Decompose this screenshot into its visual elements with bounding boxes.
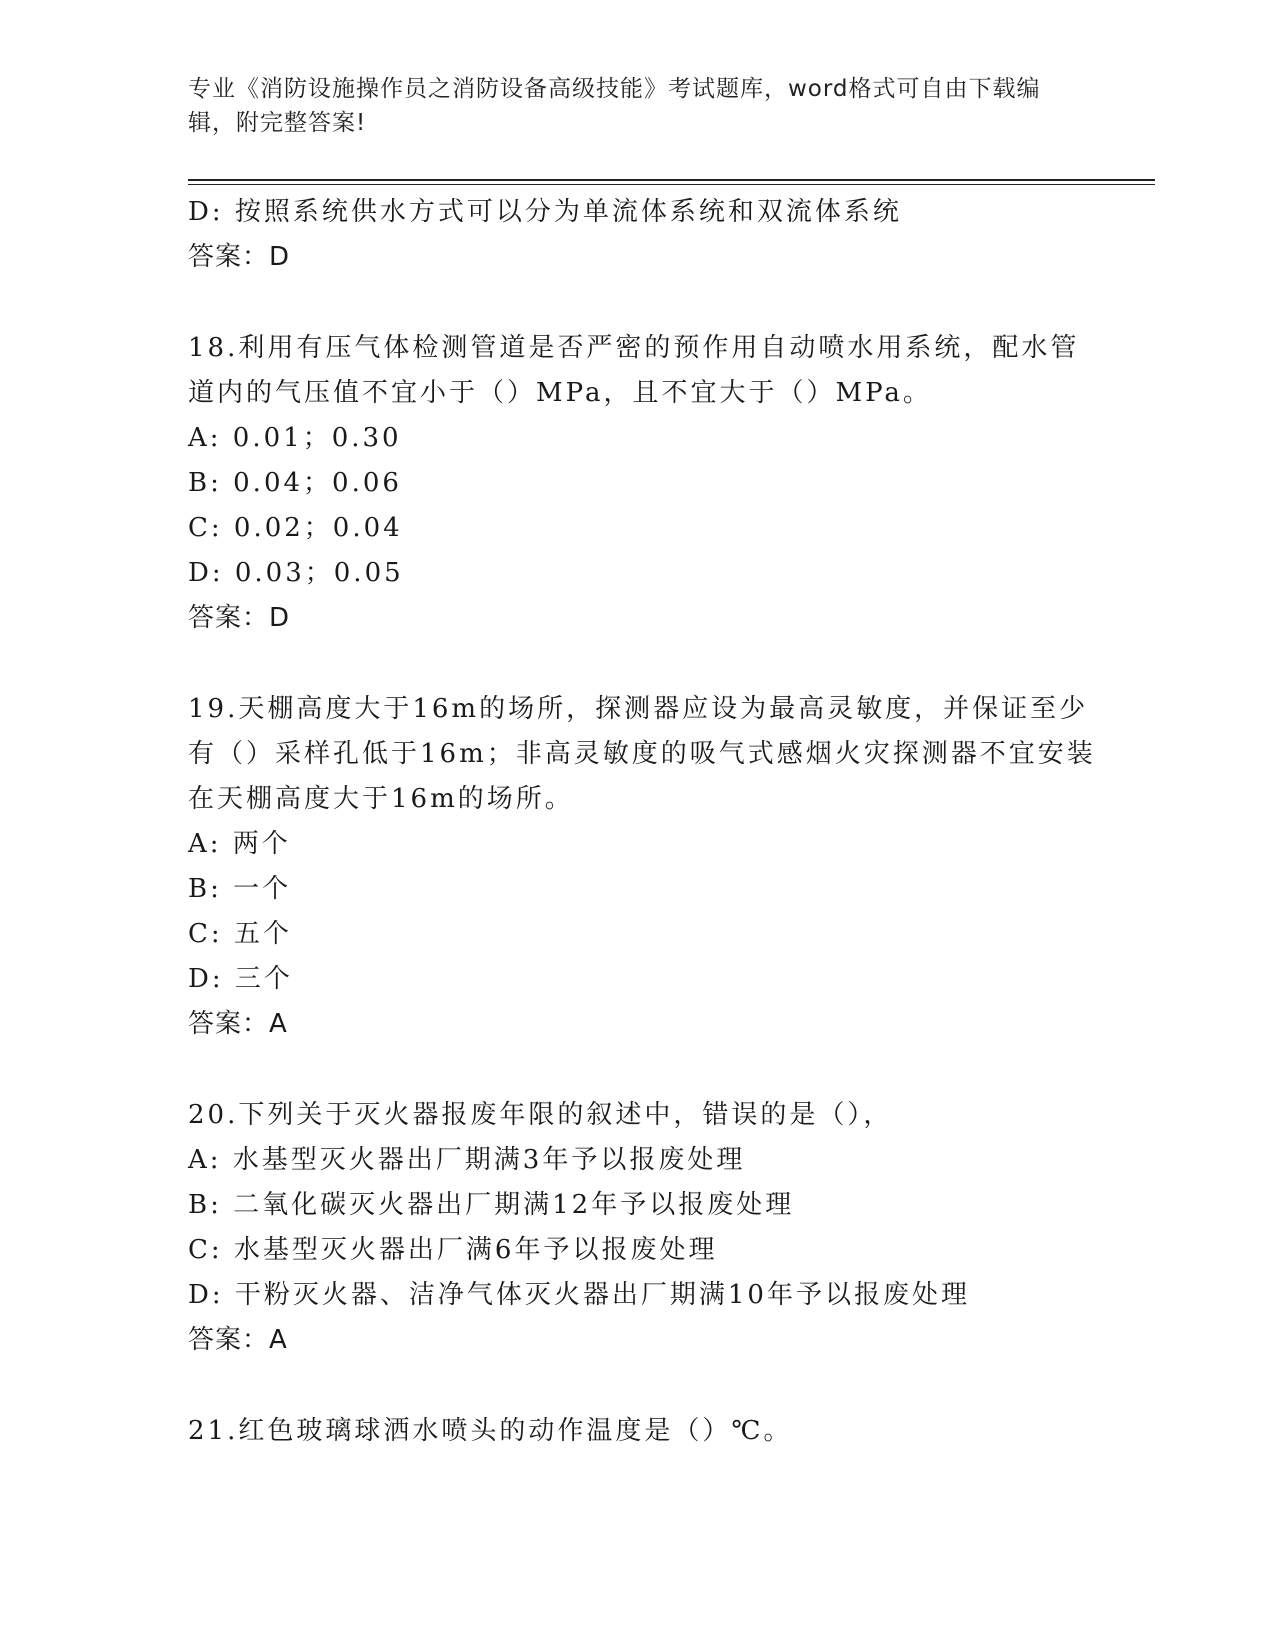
answer-line: 答案：A <box>188 1325 288 1355</box>
question-text-line: 21.红色玻璃球洒水喷头的动作温度是（）℃。 <box>188 1416 793 1446</box>
question-19 <box>188 687 1096 1047</box>
question-text-line: 20.下列关于灭火器报废年限的叙述中，错误的是（）， <box>188 1100 893 1130</box>
question-18 <box>188 326 1088 641</box>
answer-line: 答案：D <box>188 603 291 633</box>
option-a: A: 两个 <box>188 829 291 859</box>
answer-line: 答案：D <box>188 242 291 272</box>
header-divider-thin <box>188 184 1155 185</box>
option-b: B: 一个 <box>188 874 292 904</box>
page-header <box>188 72 1068 140</box>
previous-question-tail <box>188 190 1088 280</box>
question-21 <box>188 1409 1088 1454</box>
option-a: A: 0.01；0.30 <box>188 423 402 453</box>
header-line-1: 专业《消防设施操作员之消防设备高级技能》考试题库，word格式可自由下载编 <box>188 76 1041 102</box>
option-d: D: 干粉灭火器、洁净气体灭火器出厂期满10年予以报废处理 <box>188 1280 970 1310</box>
header-divider-thick <box>188 179 1155 181</box>
answer-line: 答案：A <box>188 1009 288 1039</box>
option-d: D: 0.03；0.05 <box>188 558 404 588</box>
question-text-line: 19.天棚高度大于16m的场所，探测器应设为最高灵敏度，并保证至少 <box>188 694 1089 724</box>
option-c: C: 五个 <box>188 919 292 949</box>
option-d: D: 按照系统供水方式可以分为单流体系统和双流体系统 <box>188 197 902 227</box>
option-d: D: 三个 <box>188 964 293 994</box>
header-line-2: 辑，附完整答案! <box>188 110 367 136</box>
question-text-line: 道内的气压值不宜小于（）MPa，且不宜大于（）MPa。 <box>188 378 932 408</box>
question-text-line: 18.利用有压气体检测管道是否严密的预作用自动喷水用系统，配水管 <box>188 333 1080 363</box>
option-a: A: 水基型灭火器出厂期满3年予以报废处理 <box>188 1145 746 1175</box>
question-list <box>188 190 1096 1454</box>
option-b: B: 0.04；0.06 <box>188 468 402 498</box>
option-c: C: 0.02；0.04 <box>188 513 403 543</box>
option-b: B: 二氧化碳灭火器出厂期满12年予以报废处理 <box>188 1190 795 1220</box>
question-20 <box>188 1093 1088 1363</box>
question-text-line: 在天棚高度大于16m的场所。 <box>188 784 574 814</box>
question-text-line: 有（）采样孔低于16m；非高灵敏度的吸气式感烟火灾探测器不宜安装 <box>188 739 1096 769</box>
option-c: C: 水基型灭火器出厂满6年予以报废处理 <box>188 1235 718 1265</box>
